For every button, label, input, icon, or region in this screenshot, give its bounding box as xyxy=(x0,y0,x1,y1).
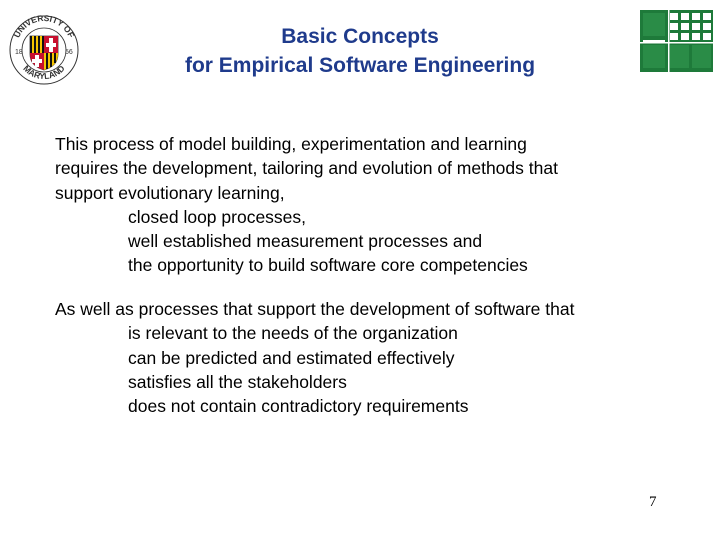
seal-bottom-text: MARYLAND xyxy=(21,63,67,82)
paragraph-line: requires the development, tailoring and evolution of methods that xyxy=(55,158,558,179)
seal-year-right: 56 xyxy=(65,49,73,56)
indented-item: is relevant to the needs of the organization xyxy=(128,323,458,344)
indented-item: can be predicted and estimated effectively xyxy=(128,347,455,368)
slide-title xyxy=(110,22,610,80)
page-number: 7 xyxy=(649,494,657,510)
seal-year-left: 18 xyxy=(15,49,23,56)
paragraph-line: This process of model building, experimentation and learning xyxy=(55,134,527,154)
indented-item: closed loop processes, xyxy=(128,206,307,227)
paragraph-line: support evolutionary learning, xyxy=(55,182,285,203)
body-paragraph-1 xyxy=(55,132,695,278)
indented-item: well established measurement processes and xyxy=(128,231,483,252)
grid-logo-icon xyxy=(640,10,713,72)
indented-item: the opportunity to build software core competencies xyxy=(128,255,528,276)
seal-top-text: UNIVERSITY OF xyxy=(11,12,77,40)
body-paragraph-2 xyxy=(55,297,695,418)
maryland-shield-icon xyxy=(30,36,58,70)
paragraph-line: As well as processes that support the development of software that xyxy=(55,299,575,319)
svg-text:UNIVERSITY OF xyxy=(11,13,76,39)
indented-item: does not contain contradictory requirements xyxy=(128,396,469,417)
indented-item: satisfies all the stakeholders xyxy=(128,371,347,392)
title-line-1: Basic Concepts xyxy=(281,25,439,48)
university-seal-icon xyxy=(8,8,80,88)
title-line-2: for Empirical Software Engineering xyxy=(184,54,536,77)
